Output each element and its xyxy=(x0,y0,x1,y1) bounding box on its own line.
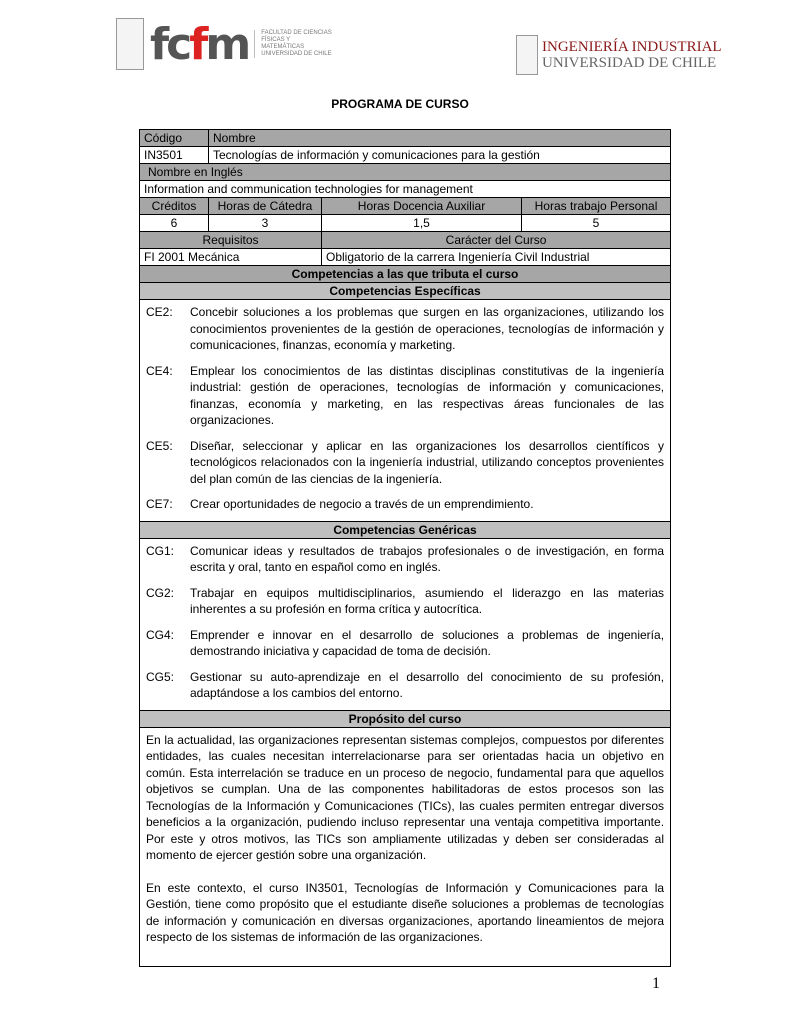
creditos-value: 6 xyxy=(140,215,209,232)
competency-code: CE4: xyxy=(146,363,173,378)
page-number: 1 xyxy=(652,975,660,992)
proposito-paragraph: En la actualidad, las organizaciones representan sistemas complejos, compuestos por diferentes entidades, las cuales necesitan interrelacionarse para ser orientadas hacia un objetivo en común. Esta interrelación se traduce en un proceso de negocio, fundamental para que aquellos objetivos se cumplan. Una de las componentes habilitadoras de estos procesos son las Tecnologías de la Información y Comunicaciones (TICs), las cuales permiten entregar diversos beneficios a la organización, pudiendo incluso representar una ventaja competitiva importante. Por este y otros motivos, las TICs son ampliamente utilizadas y deben ser consideradas al momento de ejercer gestión sobre una organización. xyxy=(146,732,665,862)
caracter-label: Carácter del Curso xyxy=(322,232,671,249)
competency-text: Crear oportunidades de negocio a través de un emprendimiento. xyxy=(190,497,534,511)
auxiliar-label: Horas Docencia Auxiliar xyxy=(322,198,522,215)
competency-code: CE7: xyxy=(146,497,173,511)
competency-code: CG1: xyxy=(146,543,175,558)
personal-value: 5 xyxy=(522,215,671,232)
subtitle-line: FACULTAD DE CIENCIAS xyxy=(261,30,332,36)
genericas-heading: Competencias Genéricas xyxy=(140,521,671,538)
competency-item xyxy=(146,363,664,429)
competency-item xyxy=(146,304,664,354)
creditos-label: Créditos xyxy=(140,198,209,215)
logo-line-1: INGENIERÍA INDUSTRIAL xyxy=(542,39,722,55)
fcfm-wordmark: fcfm xyxy=(150,18,249,70)
genericas-list xyxy=(140,538,671,710)
proposito-heading: Propósito del curso xyxy=(140,710,671,727)
university-crest-icon xyxy=(516,35,538,75)
competencias-heading: Competencias a las que tributa el curso xyxy=(140,266,671,283)
competency-item xyxy=(146,627,664,660)
subtitle-line: UNIVERSIDAD DE CHILE xyxy=(261,51,332,57)
logo-line-2: UNIVERSIDAD DE CHILE xyxy=(542,55,717,71)
nombre-ingles-label: Nombre en Inglés xyxy=(140,164,671,181)
competency-text: Trabajar en equipos multidisciplinarios, asumiendo el liderazgo en las materias inherentes a su profesión en forma crítica y autocrítica. xyxy=(190,585,665,616)
competency-code: CG2: xyxy=(146,585,175,600)
caracter-value: Obligatorio de la carrera Ingeniería Civil Industrial xyxy=(322,249,671,266)
codigo-value: IN3501 xyxy=(140,147,209,164)
auxiliar-value: 1,5 xyxy=(322,215,522,232)
especificas-list xyxy=(140,300,671,522)
competency-item xyxy=(146,585,664,618)
nombre-ingles-value: Information and communication technologies for management xyxy=(140,181,671,198)
codigo-label: Código xyxy=(140,130,209,147)
fcfm-logo xyxy=(116,18,333,70)
nombre-label: Nombre xyxy=(209,130,671,147)
competency-item xyxy=(146,543,664,576)
especificas-heading: Competencias Específicas xyxy=(140,283,671,300)
requisitos-label: Requisitos xyxy=(140,232,322,249)
nombre-value: Tecnologías de información y comunicaciones para la gestión xyxy=(209,147,671,164)
competency-item xyxy=(146,496,664,513)
course-table xyxy=(139,129,671,967)
competency-text: Emplear los conocimientos de las distintas disciplinas constitutivas de la ingeniería industrial: gestión de operaciones, tecnologías de información y comunicaciones, finanzas, economía y marketing, en las respectivas áreas funcionales de las organizaciones. xyxy=(190,363,665,427)
competency-item xyxy=(146,438,664,488)
ingenieria-industrial-logo xyxy=(516,35,722,75)
subtitle-line: FÍSICAS Y MATEMÁTICAS xyxy=(261,37,305,50)
competency-code: CE2: xyxy=(146,305,173,319)
faculty-subtitle xyxy=(254,30,333,58)
catedra-value: 3 xyxy=(209,215,322,232)
competency-code: CG4: xyxy=(146,627,175,642)
personal-label: Horas trabajo Personal xyxy=(522,198,671,215)
competency-text: Diseñar, seleccionar y aplicar en las organizaciones los desarrollos científicos y tecnológicos relacionados con la ingeniería industrial, utilizando conceptos provenientes del plan común de las ciencias de la ingeniería. xyxy=(190,438,665,486)
proposito-paragraph: En este contexto, el curso IN3501, Tecnologías de Información y Comunicaciones para la Gestión, tiene como propósito que el estudiante diseñe soluciones a problemas de tecnologías de información y comunicación en diversas organizaciones, aportando lineamientos de mejora respecto de los sistemas de información de las organizaciones. xyxy=(146,880,665,944)
page-title: PROGRAMA DE CURSO xyxy=(331,97,469,111)
proposito-body xyxy=(140,727,671,966)
competency-text: Emprender e innovar en el desarrollo de soluciones a problemas de ingeniería, demostrando iniciativa y capacidad de toma de decisión. xyxy=(190,627,665,658)
university-crest-icon xyxy=(116,18,144,70)
competency-code: CG5: xyxy=(146,669,175,684)
competency-code: CE5: xyxy=(146,438,173,453)
competency-text: Gestionar su auto-aprendizaje en el desarrollo del conocimiento de su profesión, adaptándose a los cambios del entorno. xyxy=(190,669,665,700)
competency-text: Comunicar ideas y resultados de trabajos profesionales o de investigación, en forma escrita y oral, tanto en español como en inglés. xyxy=(190,543,665,574)
requisitos-value: FI 2001 Mecánica xyxy=(140,249,322,266)
catedra-label: Horas de Cátedra xyxy=(209,198,322,215)
competency-item xyxy=(146,669,664,702)
competency-text: Concebir soluciones a los problemas que surgen en las organizaciones, utilizando los conocimientos provenientes de la gestión de operaciones, tecnologías de información y comunicaciones, finanzas, economía y marketing. xyxy=(190,305,665,352)
